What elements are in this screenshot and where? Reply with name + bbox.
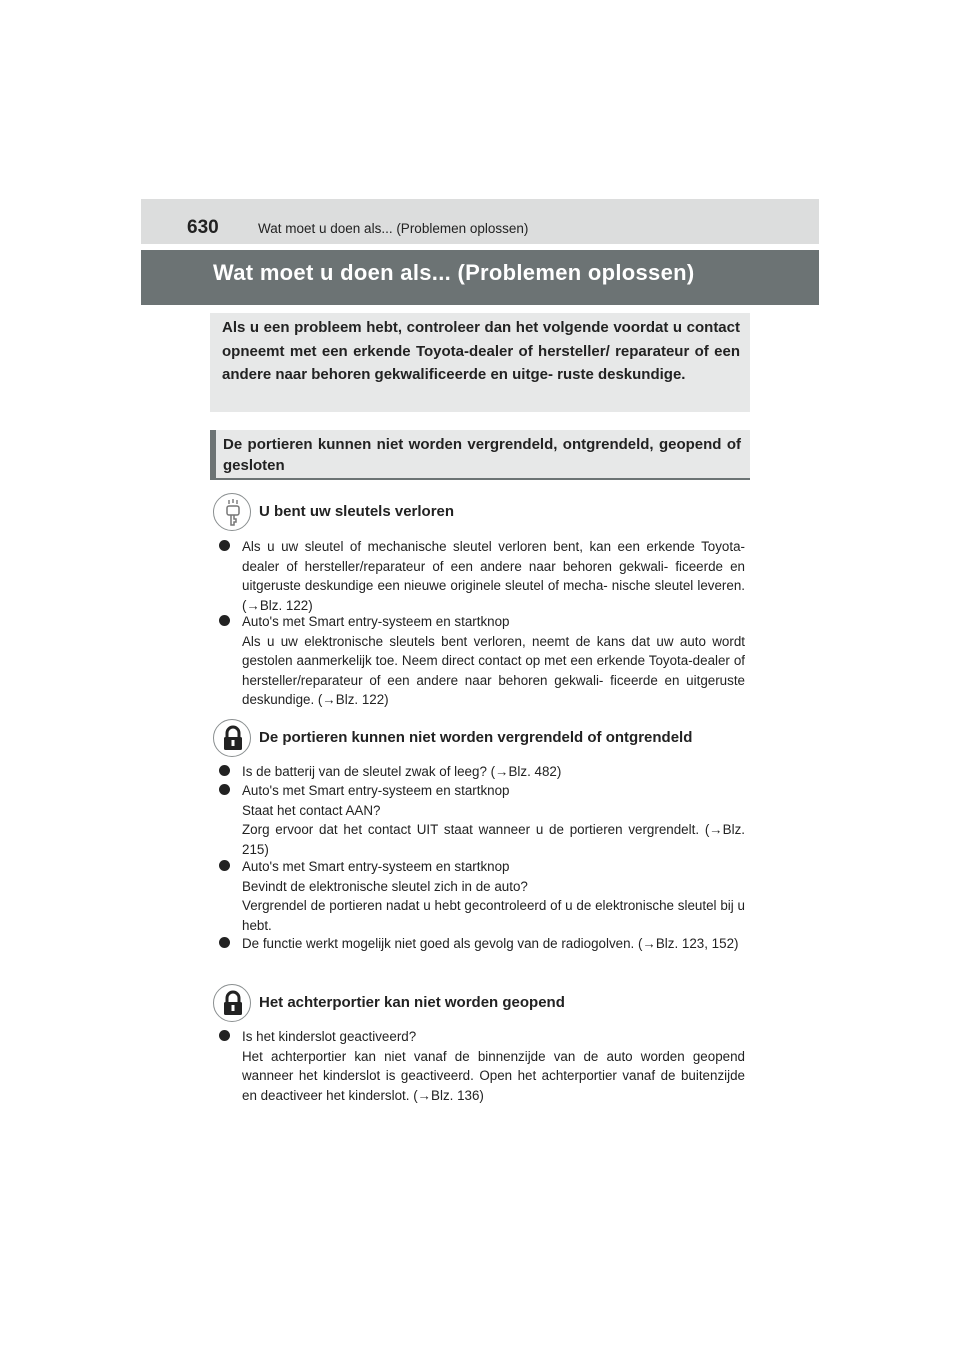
subhead-doors-lock: De portieren kunnen niet worden vergrendeld of ontgrendeld xyxy=(259,729,693,746)
list-item-text: Auto's met Smart entry-systeem en startknop Bevindt de elektronische sleutel zich in de auto? Vergrendel de portieren nadat u hebt gecontroleerd of u de elektronische sleutel bij u hebt. xyxy=(242,859,745,933)
intro-text: Als u een probleem hebt, controleer dan het volgende voordat u contact opneemt met een erkende Toyota-dealer of hersteller/ reparateur of een andere naar behoren gekwalificeerde en uitge- ruste deskundige. xyxy=(222,319,740,383)
running-head: Wat moet u doen als... (Problemen oplossen) xyxy=(258,221,529,236)
bullet-icon xyxy=(219,860,230,871)
section-heading: De portieren kunnen niet worden vergrendeld, ontgrendeld, geopend of gesloten xyxy=(223,436,741,474)
list-item-text: De functie werkt mogelijk niet goed als gevolg van de radiogolven. (→Blz. 123, 152) xyxy=(242,936,739,951)
list-item-text: Auto's met Smart entry-systeem en startknop Staat het contact AAN? Zorg ervoor dat het contact UIT staat wanneer u de portieren vergrendelt. (→Blz. 215) xyxy=(242,783,745,857)
bullet-icon xyxy=(219,1030,230,1041)
page-number: 630 xyxy=(187,217,219,238)
bullet-icon xyxy=(219,765,230,776)
list-item-text: Auto's met Smart entry-systeem en startknop Als u uw elektronische sleutels bent verloren, neemt de kans dat uw auto wordt gestolen aanmerkelijk toe. Neem direct contact op met een erkende Toyota-dealer of hersteller/reparateur of een andere naar behoren gekwali- ficeerde en uitgeruste deskundige. (→Blz. 122) xyxy=(242,614,745,707)
lock-icon xyxy=(213,719,251,757)
list-item-text: Is het kinderslot geactiveerd? Het achterportier kan niet vanaf de binnenzijde van de auto worden geopend wanneer het kinderslot is geactiveerd. Open het achterportier vanaf de buitenzijde en deactiveer het kinderslot. (→Blz. 136) xyxy=(242,1029,745,1103)
list-item-text: Als u uw sleutel of mechanische sleutel verloren bent, kan een erkende Toyota-dealer of hersteller/reparateur of een andere naar behoren gekwali- ficeerde en uitgeruste deskundige een nieuwe originele sleutel of mecha- nische sleutel leveren. (→Blz. 122) xyxy=(242,539,745,613)
lock-icon xyxy=(213,984,251,1022)
list-item-text: Is de batterij van de sleutel zwak of leeg? (→Blz. 482) xyxy=(242,764,562,779)
bullet-icon xyxy=(219,784,230,795)
key-icon xyxy=(213,493,251,531)
bullet-icon xyxy=(219,540,230,551)
bullet-icon xyxy=(219,937,230,948)
subhead-keys-lost: U bent uw sleutels verloren xyxy=(259,503,455,520)
section-heading-accent xyxy=(210,430,216,480)
subhead-rear-door: Het achterportier kan niet worden geopend xyxy=(259,994,565,1011)
bullet-icon xyxy=(219,615,230,626)
page-title: Wat moet u doen als... (Problemen oplossen) xyxy=(213,260,695,285)
